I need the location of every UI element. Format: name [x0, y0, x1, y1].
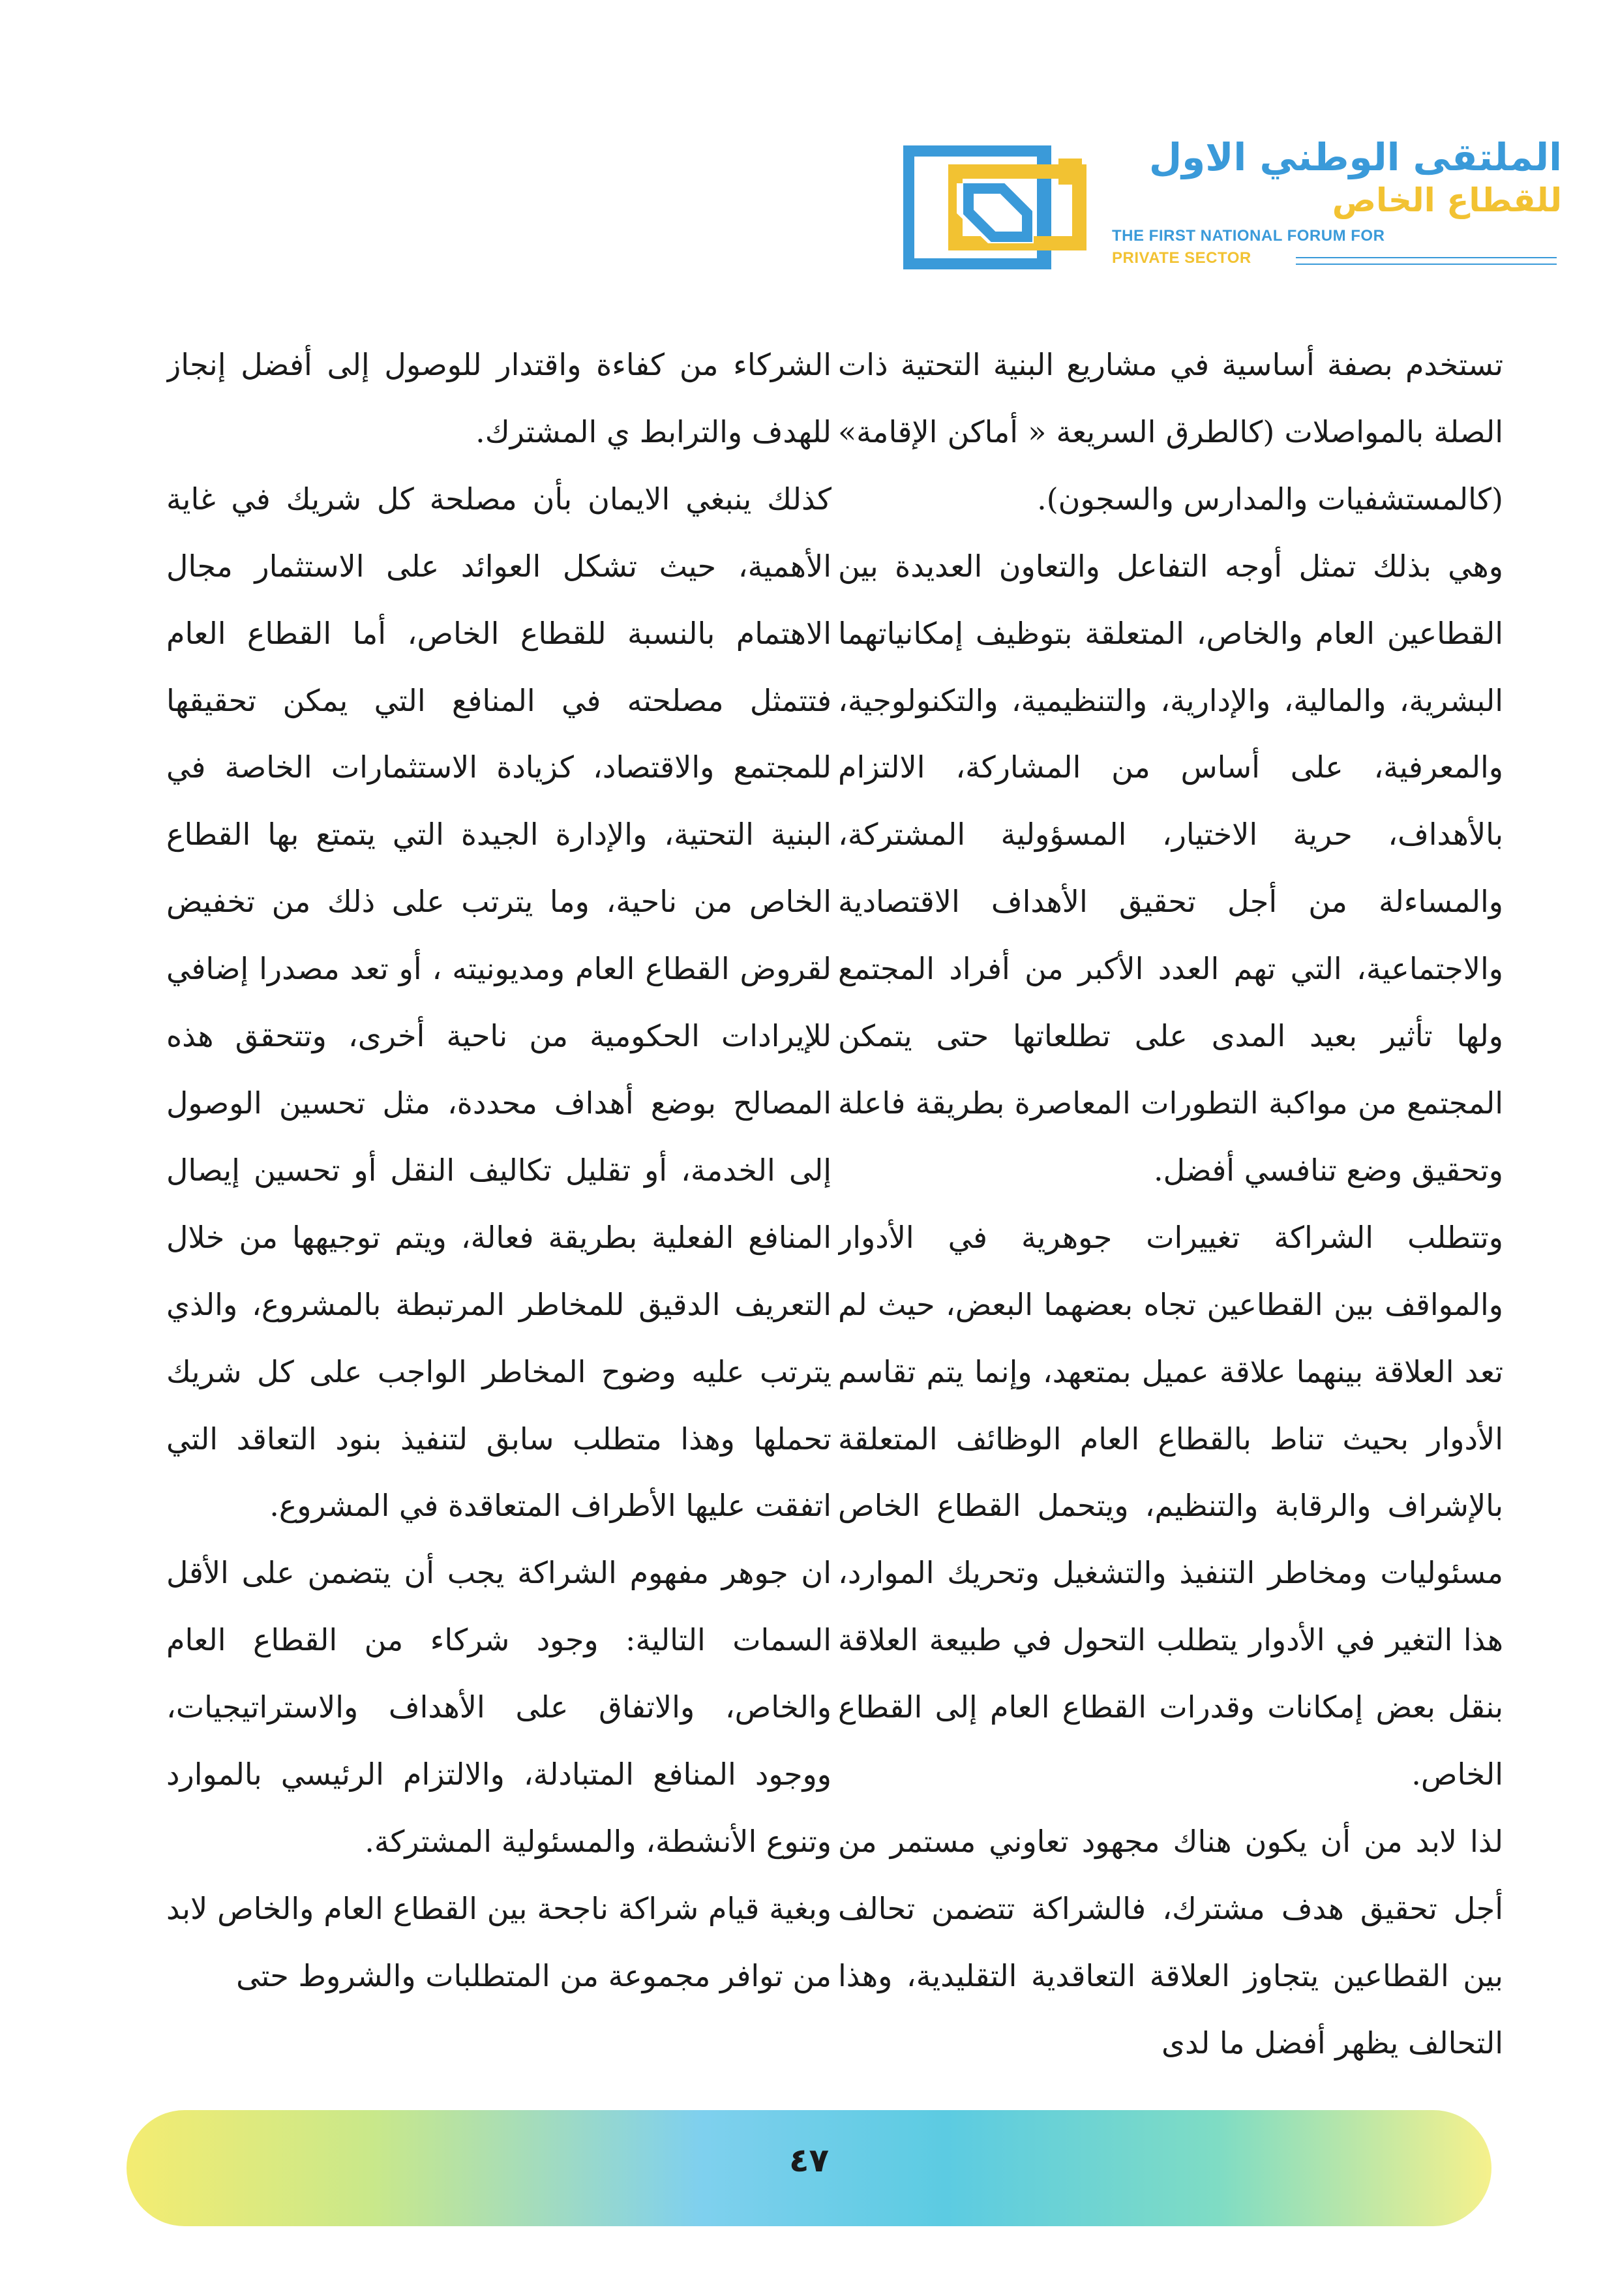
- paragraph: لذا لابد من أن يكون هناك مجهود تعاوني مستمر من أجل تحقيق هدف مشترك، فالشراكة تتضمن تحالف بين القطاعين يتجاوز العلاقة التعاقدية التقليدية، وهذا التحالف يظهر أفضل ما لدى: [838, 1823, 1503, 2061]
- footer-band: [127, 2110, 1491, 2226]
- logo-english-subtitle: PRIVATE SECTOR: [1112, 249, 1251, 267]
- forum-logo-text: [1112, 135, 1562, 273]
- text-column-right: [838, 331, 1503, 2066]
- paragraph: وهي بذلك تمثل أوجه التفاعل والتعاون العديدة بين القطاعين العام والخاص، المتعلقة بتوظيف إمكانياتهما البشرية، والمالية، والإدارية، والتنظيمية، والتكنولوجية، والمعرفية، على أساس من المشاركة، الالتزام بالأهداف، حرية الاختيار، المسؤولية المشتركة، والمساءلة من أجل تحقيق الأهداف الاقتصادية والاجتماعية، التي تهم العدد الأكبر من أفراد المجتمع ولها تأثير بعيد المدى على تطلعاتها حتى يتمكن المجتمع من مواكبة التطورات المعاصرة بطريقة فاعلة وتحقيق وضع تنافسي أفضل.: [838, 548, 1503, 1188]
- forum-logo-mark-icon: [903, 145, 1092, 269]
- forum-logo: [903, 135, 1562, 273]
- paragraph: تستخدم بصفة أساسية في مشاريع البنية التحتية ذات الصلة بالمواصلات (كالطرق السريعة « أماكن الإقامة» (كالمستشفيات والمدارس والسجون).: [838, 347, 1503, 517]
- logo-arabic-subtitle: للقطاع الخاص: [1332, 181, 1562, 219]
- page-number: ٤٧: [788, 2141, 830, 2179]
- logo-divider: [1296, 257, 1557, 265]
- text-column-left: [166, 331, 831, 2066]
- paragraph: الشركاء من كفاءة واقتدار للوصول إلى أفضل إنجاز للهدف والترابط ي المشترك.: [166, 347, 831, 449]
- paragraph: وتتطلب الشراكة تغييرات جوهرية في الأدوار والمواقف بين القطاعين تجاه بعضهما البعض، حيث لم تعد العلاقة بينهما علاقة عميل بمتعهد، وإنما يتم تقاسم الأدوار بحيث تناط بالقطاع العام الوظائف المتعلقة بالإشراف والرقابة والتنظيم، ويتحمل القطاع الخاص مسئوليات ومخاطر التنفيذ والتشغيل وتحريك الموارد، هذا التغير في الأدوار يتطلب التحول في طبيعة العلاقة بنقل بعض إمكانات وقدرات القطاع العام إلى القطاع الخاص.: [838, 1219, 1503, 1792]
- paragraph: كذلك ينبغي الايمان بأن مصلحة كل شريك في غاية الأهمية، حيث تشكل العوائد على الاستثمار مجال الاهتمام بالنسبة للقطاع الخاص، أما القطاع العام فتتمثل مصلحته في المنافع التي يمكن تحقيقها للمجتمع والاقتصاد، كزيادة الاستثمارات الخاصة في البنية التحتية، والإدارة الجيدة التي يتمتع بها القطاع الخاص من ناحية، وما يترتب على ذلك من تخفيض لقروض القطاع العام ومديونيته ، أو تعد مصدرا إضافي للإيرادات الحكومية من ناحية أخرى، وتتحقق هذه المصالح بوضع أهداف محددة، مثل تحسين الوصول إلى الخدمة، أو تقليل تكاليف النقل أو تحسين إيصال المنافع الفعلية بطريقة فعالة، ويتم توجيهها من خلال التعريف الدقيق للمخاطر المرتبطة بالمشروع، والذي يترتب عليه وضوح المخاطر الواجب على كل شريك تحملها وهذا متطلب سابق لتنفيذ بنود التعاقد التي اتفقت عليها الأطراف المتعاقدة في المشروع.: [166, 481, 831, 1524]
- logo-arabic-title: الملتقى الوطني الاول: [1148, 135, 1562, 179]
- logo-english-title: THE FIRST NATIONAL FORUM FOR: [1112, 227, 1385, 245]
- paragraph: ان جوهر مفهوم الشراكة يجب أن يتضمن على الأقل السمات التالية: وجود شركاء من القطاع العام والخاص، والاتفاق على الأهداف والاستراتيجيات، ووجود المنافع المتبادلة، والالتزام الرئيسي بالموارد وتنوع الأنشطة، والمسئولية المشتركة.: [166, 1555, 831, 1859]
- paragraph: وبغية قيام شراكة ناجحة بين القطاع العام والخاص لابد من توافر مجموعة من المتطلبات والشروط حتى: [166, 1890, 831, 1993]
